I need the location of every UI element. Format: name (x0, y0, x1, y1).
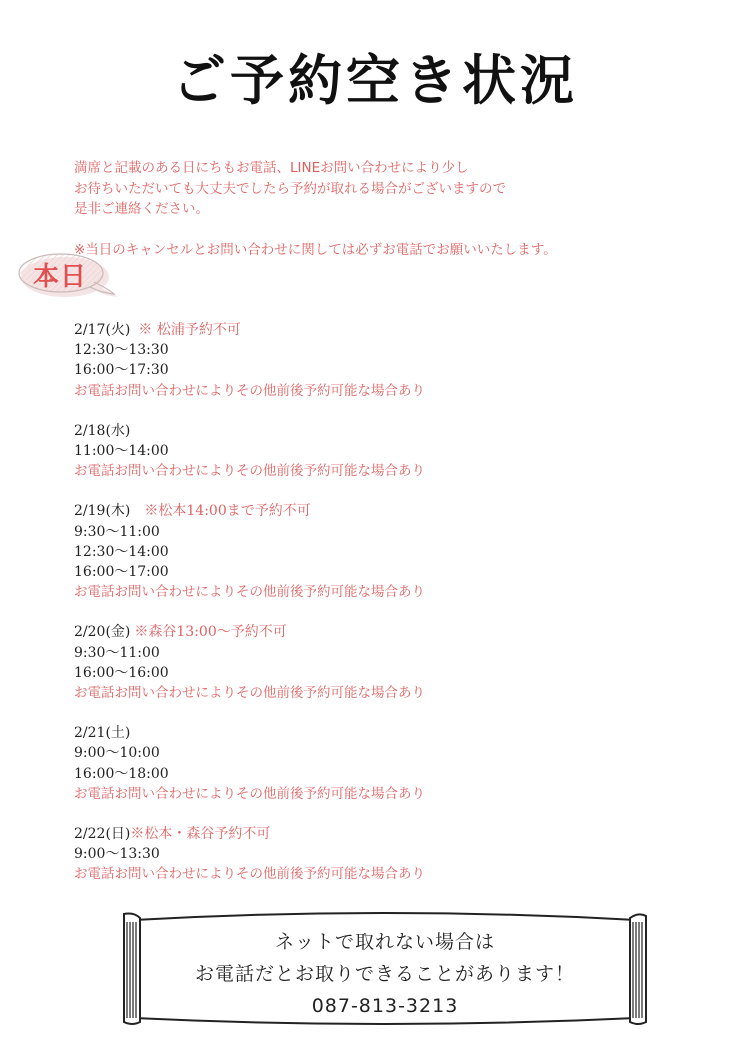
today-badge (14, 250, 122, 300)
list-item (74, 501, 694, 602)
list-item (74, 320, 694, 401)
day-extra: お電話お問い合わせによりその他前後予約可能な場合あり (74, 382, 425, 399)
schedule-list (74, 320, 694, 905)
notice-line: お待ちいただいても大丈夫でしたら予約が取れる場合がございますので (74, 180, 506, 197)
time-slot: 16:00〜18:00 (74, 765, 169, 782)
day-extra: お電話お問い合わせによりその他前後予約可能な場合あり (74, 785, 425, 802)
day-note: ※松本・森谷予約不可 (130, 826, 271, 843)
day-extra: お電話お問い合わせによりその他前後予約可能な場合あり (74, 685, 425, 702)
notice-text (74, 158, 674, 260)
notice-line: 満席と記載のある日にちもお電話、LINEお問い合わせにより少し (74, 160, 469, 176)
day-date: 2/22(日) (74, 826, 131, 843)
day-extra: お電話お問い合わせによりその他前後予約可能な場合あり (74, 866, 425, 883)
day-note: ※森谷13:00〜予約不可 (134, 624, 287, 641)
time-slot: 12:30〜13:30 (74, 342, 169, 359)
time-slot: 16:00〜16:00 (74, 664, 169, 681)
contact-banner (120, 910, 650, 1028)
list-item (74, 723, 694, 804)
day-extra: お電話お問い合わせによりその他前後予約可能な場合あり (74, 584, 425, 601)
page-title: ご予約空き状況 (172, 49, 578, 112)
time-slot: 12:30〜14:00 (74, 543, 169, 560)
today-badge-label: 本日 (32, 262, 87, 292)
list-item (74, 421, 694, 482)
time-slot: 16:00〜17:30 (74, 362, 169, 379)
list-item (74, 824, 694, 885)
phone-number[interactable]: 087-813-3213 (311, 995, 459, 1017)
banner-line: ネットで取れない場合は (274, 931, 495, 953)
day-date: 2/20(金) (74, 624, 131, 641)
list-item (74, 622, 694, 703)
notice-line: 是非ご連絡ください。 (74, 201, 209, 217)
day-note: ※松本14:00まで予約不可 (144, 503, 311, 520)
time-slot: 9:30〜11:00 (74, 644, 160, 661)
day-extra: お電話お問い合わせによりその他前後予約可能な場合あり (74, 463, 425, 480)
time-slot: 9:30〜11:00 (74, 523, 160, 540)
banner-line: お電話だとお取りできることがあります！ (194, 963, 575, 985)
day-date: 2/21(土) (74, 725, 131, 742)
day-note: ※ 松浦予約不可 (138, 322, 241, 338)
day-date: 2/19(木) (74, 503, 131, 520)
notice-line-cancel: ※当日のキャンセルとお問い合わせに関しては必ずお電話でお願いいたします。 (74, 241, 557, 258)
time-slot: 16:00〜17:00 (74, 564, 169, 581)
day-date: 2/18(水) (74, 422, 131, 439)
time-slot: 9:00〜10:00 (74, 745, 160, 762)
time-slot: 11:00〜14:00 (74, 443, 169, 460)
day-date: 2/17(火) (74, 322, 131, 338)
time-slot: 9:00〜13:30 (74, 846, 160, 863)
